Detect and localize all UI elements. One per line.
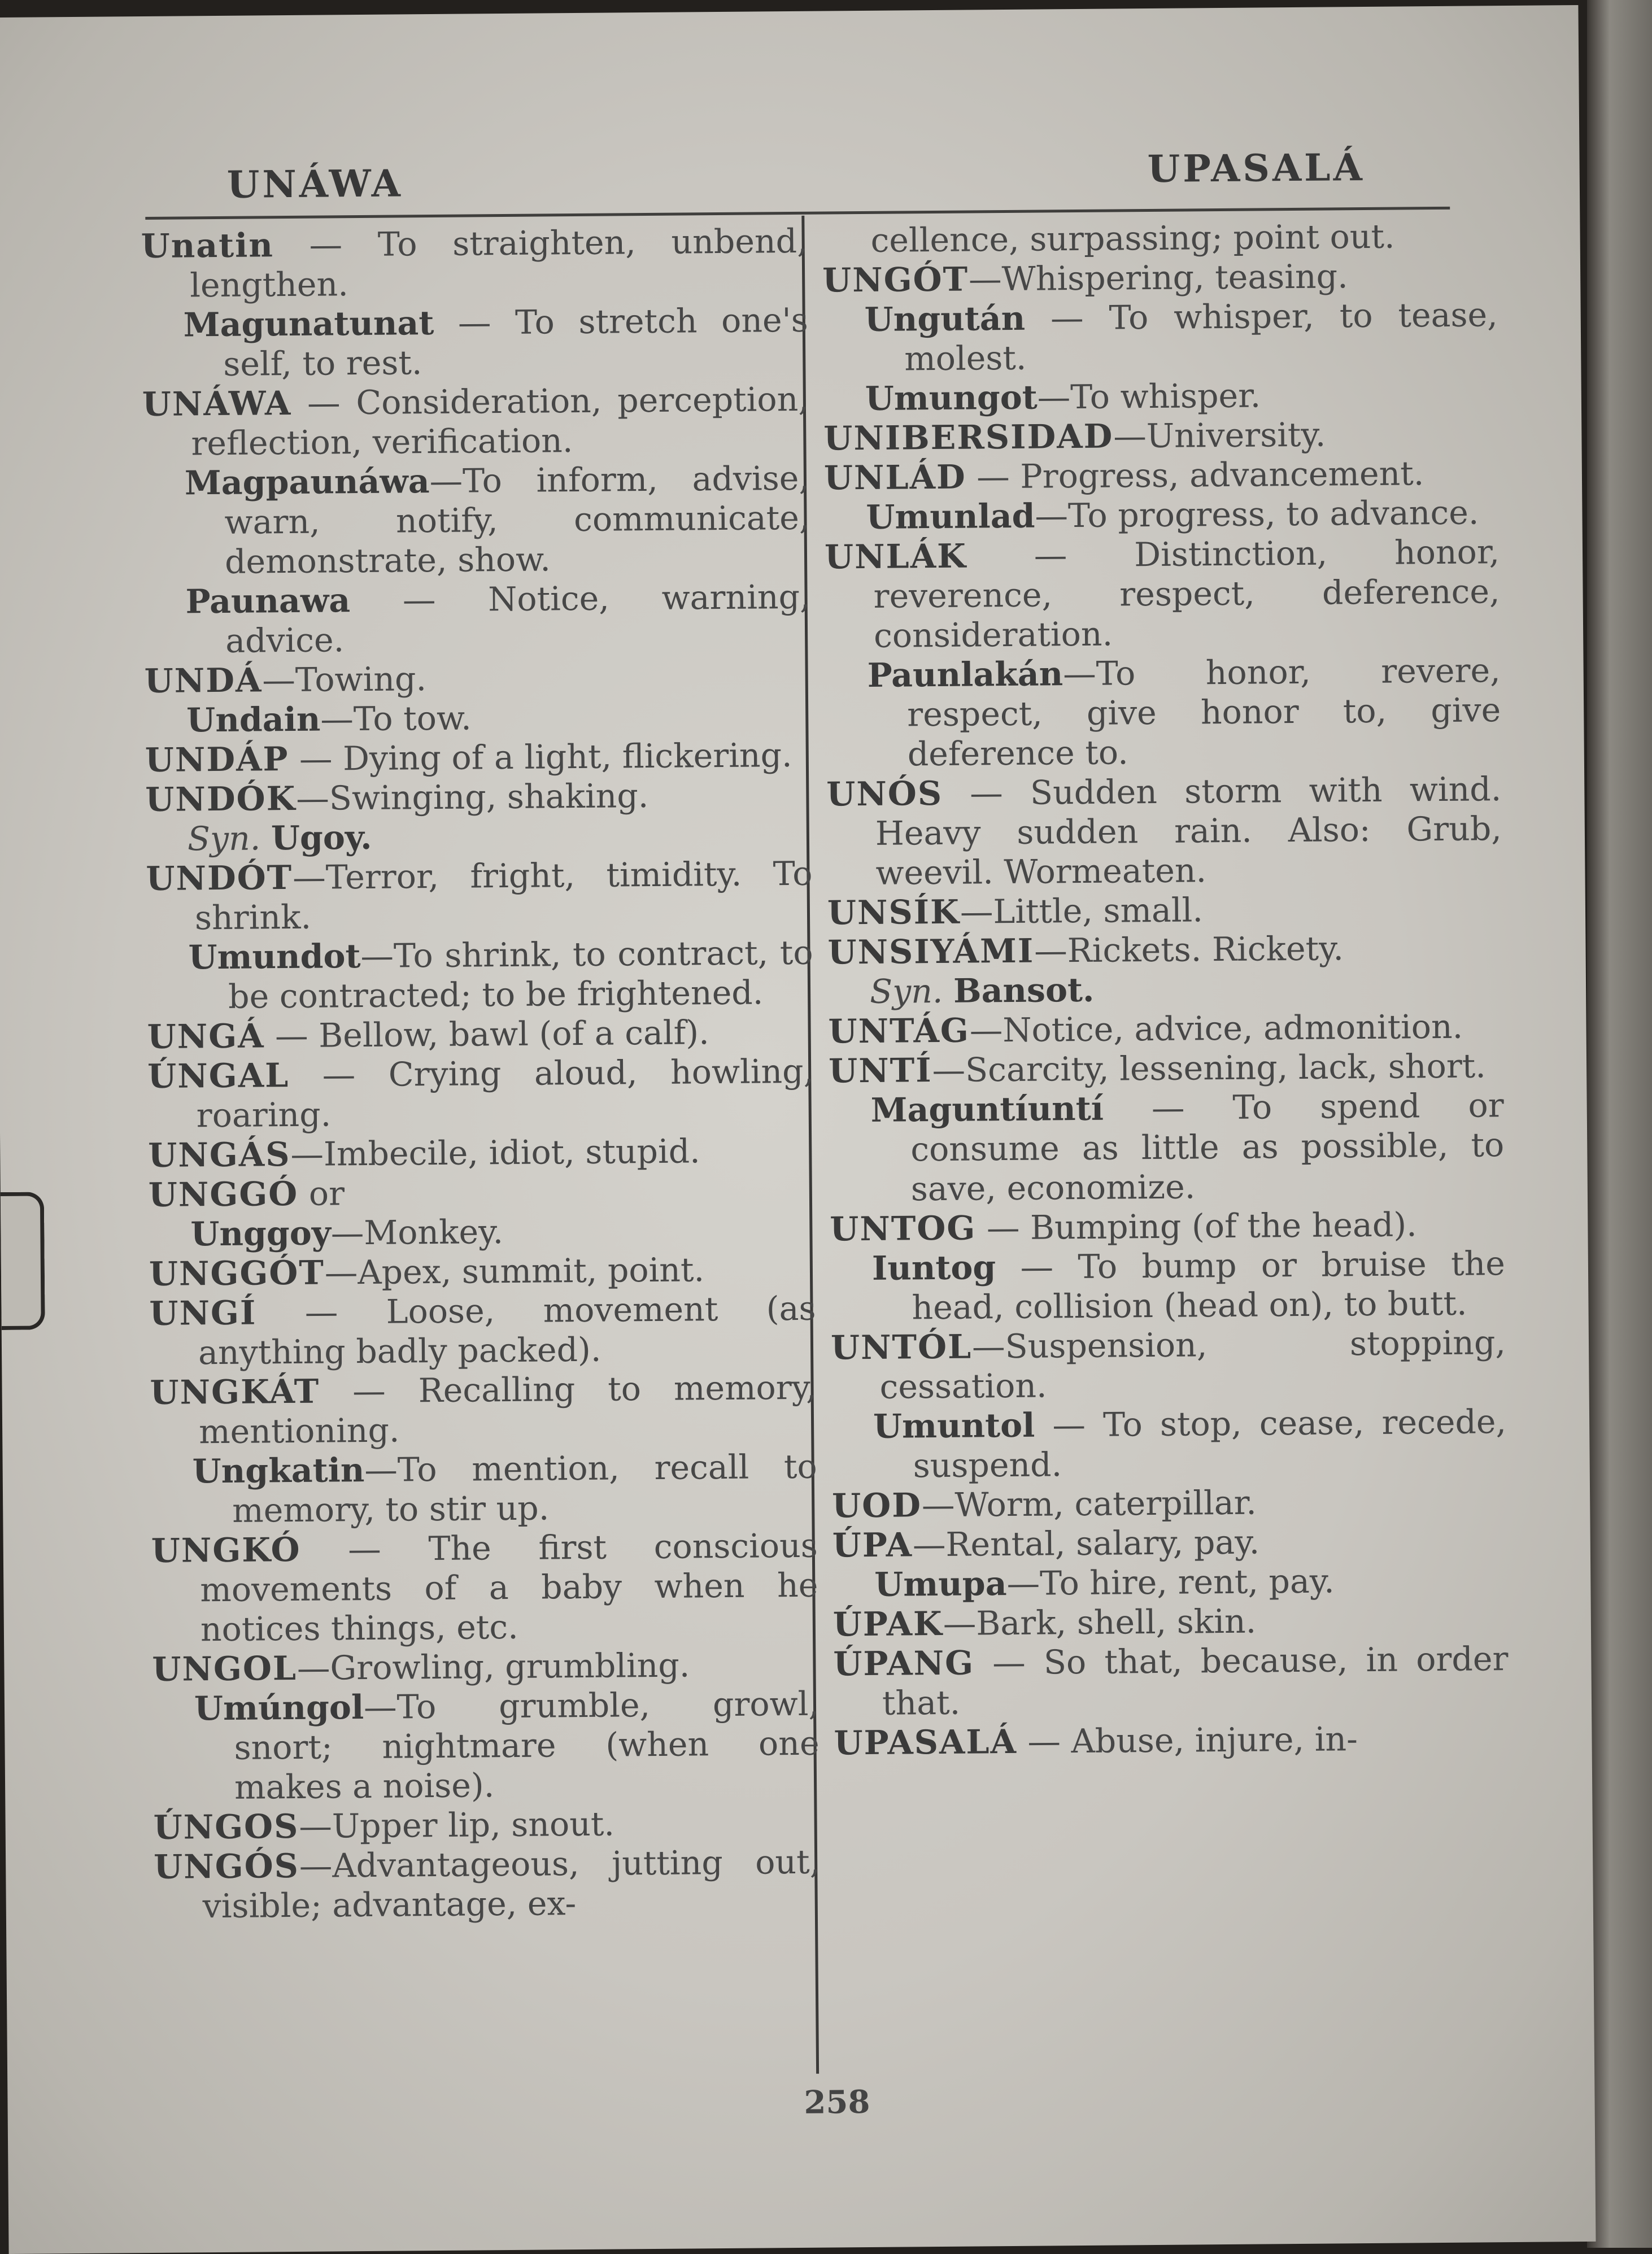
definition-text: or bbox=[298, 1174, 345, 1213]
definition-text: — To bump or bruise the head, collision (head on), to butt. bbox=[912, 1244, 1506, 1327]
headword: UNIBERSIDAD bbox=[823, 416, 1114, 458]
definition-text: — To stop, cease, recede, suspend. bbox=[913, 1402, 1507, 1485]
dictionary-entry bbox=[149, 1170, 816, 1215]
dictionary-entry bbox=[829, 1085, 1505, 1209]
definition-text: —Notice, advice, admonition. bbox=[969, 1007, 1463, 1050]
dictionary-entry bbox=[832, 1481, 1507, 1525]
subentry-word: Magpaunáwa bbox=[184, 461, 430, 503]
header-left-guide-word: UNÁWA bbox=[226, 161, 404, 207]
dictionary-entry bbox=[824, 492, 1500, 537]
left-column bbox=[141, 221, 821, 1926]
definition-text: — Bumping (of the head). bbox=[976, 1205, 1418, 1248]
definition-text: —To mention, recall to memory, to stir up. bbox=[232, 1447, 817, 1530]
definition-text: — Crying aloud, howling, roaring. bbox=[196, 1052, 814, 1135]
dictionary-entry bbox=[828, 1006, 1503, 1051]
dictionary-entry bbox=[150, 1447, 817, 1531]
dictionary-entry bbox=[828, 967, 1503, 1012]
subentry-word: Maguntíuntí bbox=[870, 1088, 1104, 1130]
definition-text: —To shrink, to contract, to be contracted; to be frightened. bbox=[228, 933, 813, 1016]
headword: UNDÁP bbox=[145, 739, 289, 779]
definition-text: —Terror, fright, timidity. To shrink. bbox=[194, 854, 813, 938]
headword: UNDÓT bbox=[146, 857, 293, 898]
headword: UNÁWA bbox=[142, 383, 292, 424]
dictionary-entry bbox=[825, 532, 1501, 656]
definition-text: — Progress, advancement. bbox=[966, 454, 1424, 496]
dictionary-entry bbox=[833, 1599, 1509, 1644]
headword: UNGÓT bbox=[822, 259, 969, 300]
subentry-word: Paunawa bbox=[185, 581, 351, 621]
definition-text: — To spend or consume as little as possible, to save, economize. bbox=[910, 1086, 1505, 1209]
headword: UNTÓL bbox=[830, 1327, 973, 1367]
definition-text: —To tow. bbox=[320, 699, 472, 739]
headword: UNLÁD bbox=[823, 457, 966, 498]
definition-text: — So that, because, in order that. bbox=[882, 1640, 1509, 1723]
header-right-guide-word: UPASALÁ bbox=[1147, 145, 1366, 191]
definition-text: — Dying of a light, flickering. bbox=[289, 735, 792, 778]
subentry-word: Ungután bbox=[864, 298, 1026, 339]
dictionary-entry bbox=[822, 216, 1497, 260]
dictionary-entry bbox=[831, 1323, 1506, 1407]
synonym-label: Syn. bbox=[869, 971, 943, 1011]
dictionary-entry bbox=[832, 1520, 1508, 1565]
dictionary-entry bbox=[822, 255, 1498, 300]
definition-text: — Recalling to memory, mentioning. bbox=[198, 1368, 817, 1451]
dictionary-entry bbox=[145, 696, 812, 740]
dictionary-entry bbox=[832, 1560, 1508, 1605]
definition-text: —Apex, summit, point. bbox=[324, 1250, 705, 1292]
headword: UNTOG bbox=[830, 1208, 977, 1249]
definition-text: cellence, surpassing; point out. bbox=[870, 217, 1395, 260]
subentry-word: Umupa bbox=[874, 1564, 1007, 1604]
definition-text: —Imbecile, idiot, stupid. bbox=[290, 1132, 701, 1174]
definition-text: —Scarcity, lessening, lack, short. bbox=[932, 1047, 1487, 1090]
dictionary-entry bbox=[823, 374, 1499, 418]
subentry-word: Magunatunat bbox=[183, 303, 434, 345]
headword: UNGKÁT bbox=[150, 1371, 320, 1412]
definition-text: —To whisper. bbox=[1037, 376, 1261, 417]
subentry-word: Umundot bbox=[188, 936, 361, 977]
definition-text: — Sudden storm with wind. Heavy sudden rain. Also: Grub, weevil. Wormeaten. bbox=[875, 770, 1502, 892]
subentry-word: Iuntog bbox=[871, 1248, 996, 1288]
headword: UNTÁG bbox=[828, 1010, 970, 1051]
dictionary-entry bbox=[827, 927, 1503, 972]
definition-text: — To whisper, to tease, molest. bbox=[904, 295, 1498, 378]
dictionary-entry bbox=[151, 1526, 819, 1650]
definition-text: — Abuse, injure, in- bbox=[1017, 1720, 1358, 1761]
headword: ÚNGAL bbox=[147, 1056, 290, 1096]
dictionary-entry bbox=[834, 1718, 1509, 1763]
headword: Unatin bbox=[141, 225, 274, 266]
headword: UNDÁ bbox=[144, 660, 263, 701]
subentry-word: Ugoy. bbox=[271, 817, 372, 858]
definition-text: — Bellow, bawl (of a calf). bbox=[264, 1013, 709, 1056]
dictionary-entry bbox=[823, 413, 1499, 458]
definition-text: —University. bbox=[1113, 415, 1326, 456]
definition-text: —Suspension, stopping, cessation. bbox=[879, 1323, 1506, 1406]
dictionary-entry bbox=[830, 1244, 1506, 1328]
synonym-label: Syn. bbox=[187, 819, 261, 858]
subentry-word: Undain bbox=[186, 699, 321, 740]
headword: UNGÓS bbox=[153, 1846, 300, 1886]
dictionary-entry bbox=[149, 1289, 816, 1373]
dictionary-entry bbox=[831, 1402, 1507, 1486]
definition-text: —To progress, to advance. bbox=[1035, 493, 1479, 535]
dictionary-entry bbox=[147, 1052, 814, 1136]
dictionary-entry bbox=[827, 888, 1503, 932]
headword: UNGÁS bbox=[148, 1134, 291, 1175]
dictionary-entry bbox=[148, 1131, 815, 1175]
dictionary-entry bbox=[153, 1803, 820, 1847]
subentry-word: Umúngol bbox=[194, 1688, 364, 1728]
headword: UNDÓK bbox=[145, 778, 297, 819]
definition-text: —Little, small. bbox=[960, 891, 1204, 931]
definition-text: —Upper lip, snout. bbox=[299, 1804, 615, 1846]
dictionary-entry bbox=[152, 1645, 819, 1689]
headword: UNGGÓ bbox=[148, 1174, 299, 1214]
dictionary-entry bbox=[143, 459, 810, 582]
dictionary-entry bbox=[146, 814, 813, 859]
book-edge bbox=[1587, 0, 1652, 2248]
definition-text: — Consideration, perception, reflection, verification. bbox=[191, 380, 809, 463]
dictionary-entry bbox=[145, 735, 812, 780]
definition-text: — To stretch one's self, to rest. bbox=[223, 300, 809, 383]
subentry-word: Unggoy bbox=[190, 1213, 332, 1254]
definition-text: — Loose, movement (as anything badly packed). bbox=[198, 1289, 816, 1372]
dictionary-entry bbox=[146, 854, 813, 938]
headword: UNGGÓT bbox=[149, 1253, 325, 1293]
headword: ÚPANG bbox=[833, 1643, 975, 1684]
definition-text: —Whispering, teasing. bbox=[968, 257, 1348, 299]
headword: UPASALÁ bbox=[834, 1721, 1018, 1763]
right-column bbox=[822, 216, 1509, 1763]
headword: UNGÁ bbox=[147, 1016, 265, 1056]
dictionary-entry bbox=[833, 1639, 1509, 1723]
subentry-word: Bansot. bbox=[953, 970, 1095, 1010]
headword: UNLÁK bbox=[824, 536, 967, 577]
dictionary-entry bbox=[829, 1046, 1504, 1091]
page-number: 258 bbox=[804, 2083, 870, 2121]
subentry-word: Paunlakán bbox=[867, 654, 1063, 695]
dictionary-entry bbox=[150, 1368, 817, 1452]
dictionary-entry bbox=[152, 1684, 820, 1808]
definition-text: —Bark, shell, skin. bbox=[943, 1602, 1257, 1643]
dictionary-entry bbox=[830, 1204, 1505, 1249]
definition-text: —Worm, caterpillar. bbox=[921, 1483, 1257, 1525]
definition-text: —Swinging, shaking. bbox=[296, 776, 649, 818]
headword: ÚPA bbox=[832, 1525, 913, 1565]
dictionary-entry bbox=[826, 769, 1502, 893]
dictionary-entry bbox=[825, 651, 1501, 774]
dictionary-entry bbox=[149, 1249, 816, 1294]
headword: UNGOL bbox=[152, 1648, 298, 1689]
dictionary-entry bbox=[149, 1210, 816, 1254]
definition-text: —To hire, rent, pay. bbox=[1006, 1562, 1335, 1603]
headword: ÚNGOS bbox=[153, 1806, 299, 1847]
headword: UNTÍ bbox=[828, 1050, 932, 1091]
dictionary-entry bbox=[144, 656, 811, 701]
headword: UNGKÓ bbox=[151, 1529, 301, 1570]
dictionary-entry bbox=[822, 295, 1498, 379]
dictionary-entry bbox=[147, 1012, 814, 1057]
subentry-word: Umunlad bbox=[866, 496, 1035, 537]
definition-text: —Rental, salary, pay. bbox=[912, 1523, 1260, 1564]
definition-text: —To honor, revere, respect, give honor to, give deference to. bbox=[906, 651, 1501, 774]
definition-text: —Towing. bbox=[262, 660, 427, 700]
page-tab-marker bbox=[1, 1192, 45, 1330]
headword: UNSIYÁMI bbox=[827, 931, 1035, 972]
definition-text: —To inform, advise, warn, notify, communicate, demonstrate, show. bbox=[224, 459, 810, 581]
definition-text: —Advantageous, jutting out, visible; advantage, ex- bbox=[202, 1842, 821, 1926]
headword: UOD bbox=[831, 1485, 922, 1525]
definition-text: — Notice, warning, advice. bbox=[225, 577, 810, 660]
dictionary-entry bbox=[141, 221, 808, 306]
subentry-word: Ungkatin bbox=[192, 1450, 365, 1491]
subentry-word: Umuntol bbox=[873, 1405, 1035, 1446]
headword: UNSÍK bbox=[827, 892, 961, 932]
definition-text: —Monkey. bbox=[330, 1213, 504, 1253]
headword: ÚPAK bbox=[832, 1603, 944, 1644]
dictionary-entry bbox=[143, 577, 810, 661]
dictionary-entry bbox=[142, 300, 809, 385]
headword: UNGÍ bbox=[149, 1293, 257, 1333]
dictionary-page bbox=[0, 5, 1596, 2254]
definition-text: — The first conscious movements of a baby when he notices things, etc. bbox=[200, 1526, 818, 1649]
definition-text: — To straighten, unbend, lengthen. bbox=[189, 221, 808, 305]
dictionary-entry bbox=[824, 453, 1500, 498]
dictionary-entry bbox=[146, 933, 813, 1017]
headword: UNÓS bbox=[826, 773, 943, 814]
dictionary-entry bbox=[154, 1842, 821, 1926]
definition-text: —Growling, grumbling. bbox=[297, 1646, 690, 1688]
subentry-word: Umungot bbox=[865, 377, 1038, 418]
definition-text: —Rickets. Rickety. bbox=[1034, 929, 1344, 970]
dictionary-entry bbox=[145, 775, 812, 819]
dictionary-entry bbox=[142, 380, 809, 464]
definition-text: —To grumble, growl, snort; nightmare (when one makes a noise). bbox=[234, 1684, 820, 1807]
definition-text: — Distinction, honor, reverence, respect, deference, consideration. bbox=[873, 533, 1500, 655]
